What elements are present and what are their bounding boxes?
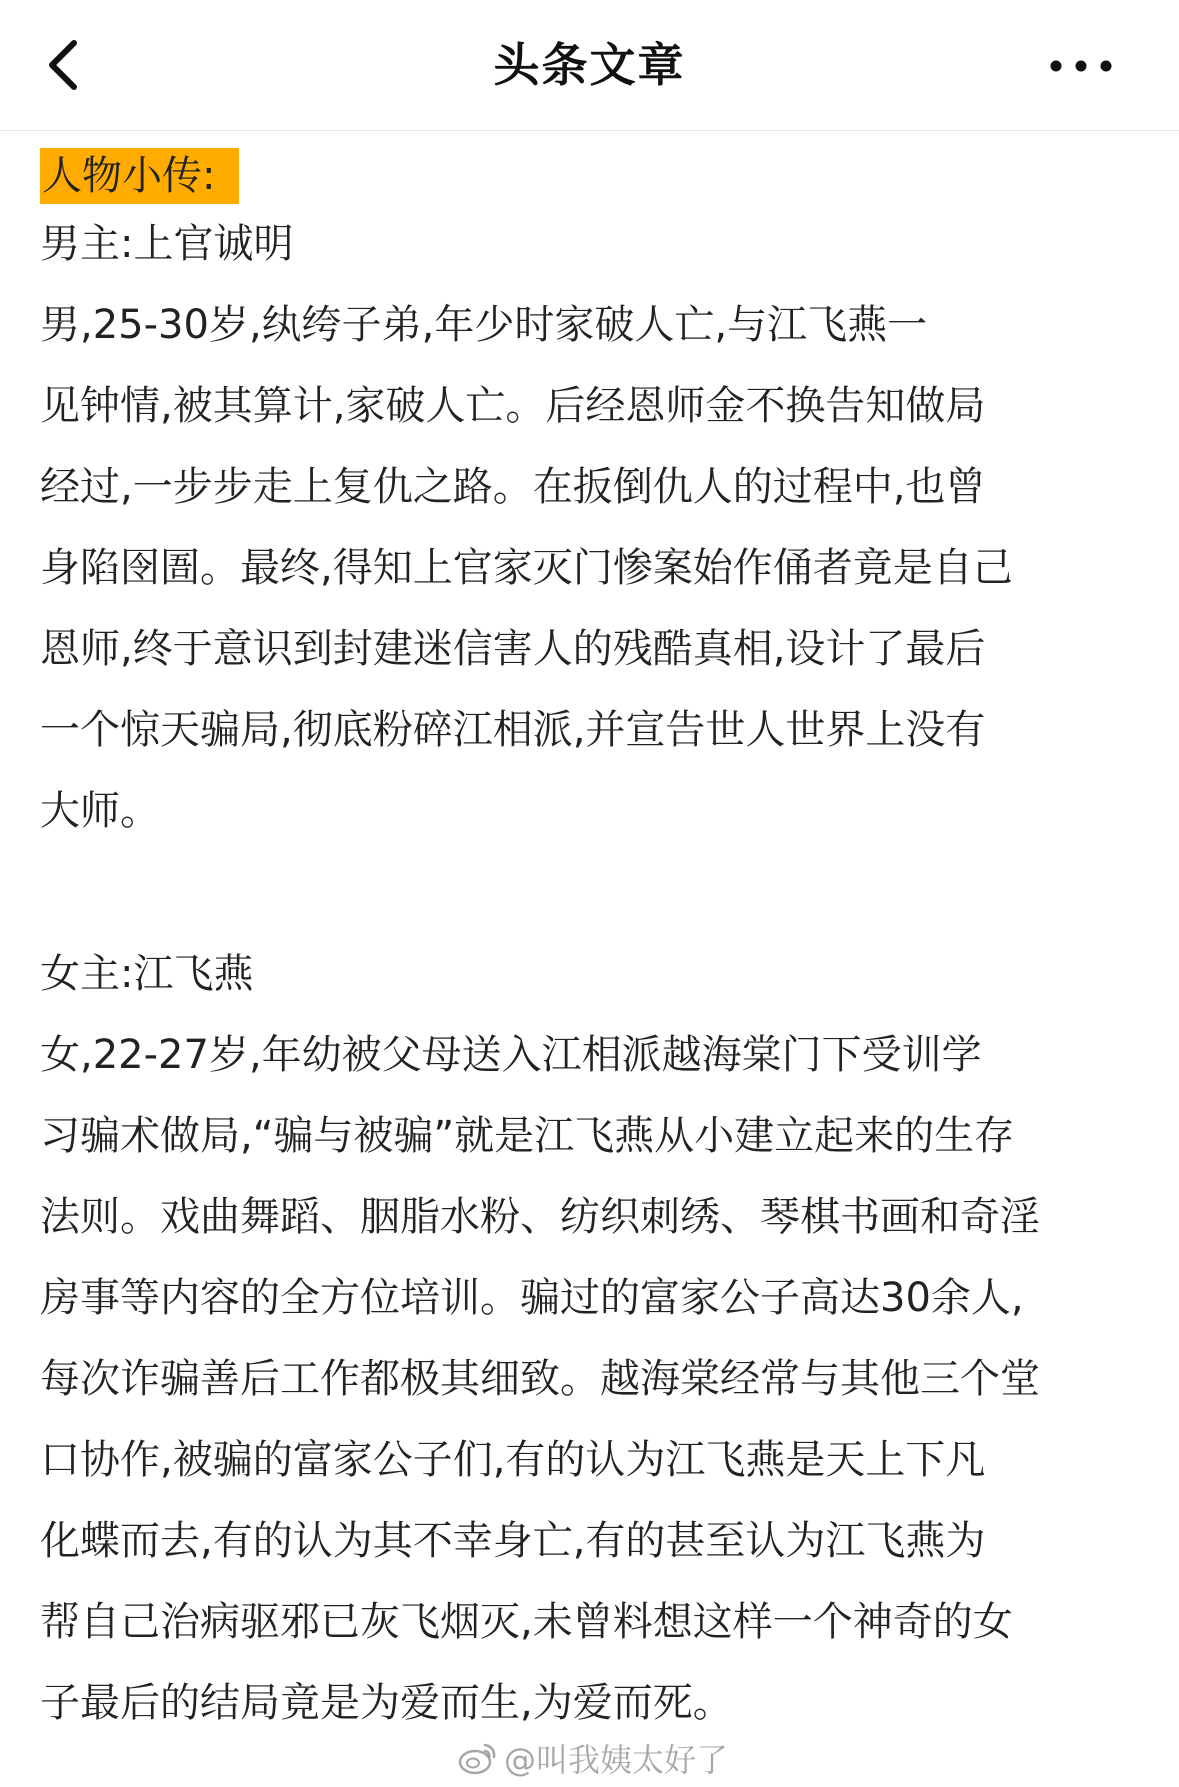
paragraph-line: 女,22-27岁,年幼被父母送入江相派越海棠门下受训学 (40, 1032, 982, 1078)
watermark (458, 1736, 728, 1780)
paragraph-line: 化蝶而去,有的认为其不幸身亡,有的甚至认为江飞燕为 (40, 1518, 986, 1564)
paragraph-line: 身陷囹圄。最终,得知上官家灭门惨案始作俑者竟是自己 (40, 545, 1013, 591)
watermark-text: @叫我姨太好了 (504, 1741, 729, 1779)
weibo-logo-icon (458, 1741, 498, 1775)
female-lead-heading: 女主:江飞燕 (40, 951, 254, 997)
male-lead-heading: 男主:上官诚明 (40, 221, 294, 267)
paragraph-line: 习骗术做局,“骗与被骗”就是江飞燕从小建立起来的生存 (40, 1113, 1015, 1159)
paragraph-line: 帮自己治病驱邪已灰飞烟灭,未曾料想这样一个神奇的女 (40, 1599, 1013, 1645)
paragraph-line: 大师。 (40, 788, 160, 834)
paragraph-line: 子最后的结局竟是为爱而生,为爱而死。 (40, 1680, 733, 1726)
paragraph-line: 恩师,终于意识到封建迷信害人的残酷真相,设计了最后 (40, 626, 986, 672)
paragraph-line: 房事等内容的全方位培训。骗过的富家公子高达30余人, (40, 1275, 1024, 1321)
paragraph-line: 见钟情,被其算计,家破人亡。后经恩师金不换告知做局 (40, 383, 986, 429)
page-title: 头条文章 (493, 38, 686, 92)
more-button[interactable] (1031, 38, 1131, 94)
paragraph-line: 口协作,被骗的富家公子们,有的认为江飞燕是天上下凡 (40, 1437, 986, 1483)
section-tag: 人物小传: (40, 148, 239, 204)
paragraph-line: 男,25-30岁,纨绔子弟,年少时家破人亡,与江飞燕一 (40, 302, 928, 348)
more-horizontal-icon (1049, 59, 1113, 73)
paragraph-line: 经过,一步步走上复仇之路。在扳倒仇人的过程中,也曾 (40, 464, 986, 510)
paragraph-spacer (40, 852, 1140, 934)
male-lead-description (40, 285, 1140, 852)
top-navbar (0, 0, 1179, 131)
article-body (40, 148, 1140, 1744)
paragraph-line: 法则。戏曲舞蹈、胭脂水粉、纺织刺绣、琴棋书画和奇淫 (40, 1194, 1040, 1240)
paragraph-line: 每次诈骗善后工作都极其细致。越海棠经常与其他三个堂 (40, 1356, 1040, 1402)
female-lead-description (40, 1015, 1140, 1744)
paragraph-line: 一个惊天骗局,彻底粉碎江相派,并宣告世人世界上没有 (40, 707, 986, 753)
